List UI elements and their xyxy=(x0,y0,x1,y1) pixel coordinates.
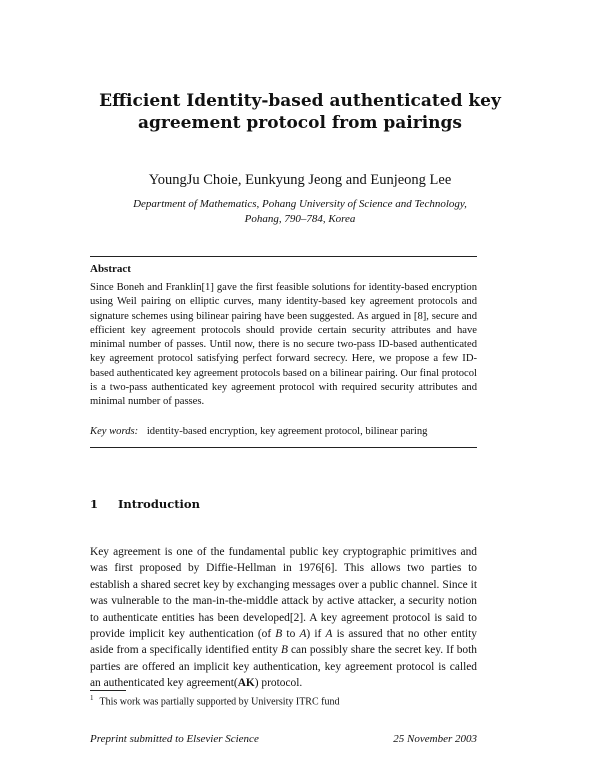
var-b: B xyxy=(280,644,288,657)
keywords-label: Key words: xyxy=(90,426,139,437)
intro-text-3: ) if xyxy=(306,628,326,641)
intro-text-5: can possibly share the secret key. If both parties are offered an implicit key authentication, key agreement protocol is called an authenticated key agreement( xyxy=(90,644,477,690)
section-number: 1 xyxy=(90,497,99,511)
footer-date: 25 November 2003 xyxy=(393,733,477,745)
intro-text-4: is assured that no other entity aside from a specifically identified entity xyxy=(90,628,477,657)
title-line-2: agreement protocol from pairings xyxy=(138,113,462,133)
var-a: A xyxy=(325,628,333,641)
var-b: B xyxy=(275,628,283,641)
abstract-body: Since Boneh and Franklin[1] gave the first feasible solutions for identity-based encryption using Weil pairing on elliptic curves, many identity-based key agreement protocols and signature schemes using bilinear pairing have been suggested. As argued in [8], secure and efficient key agreement protocols should provide certain security attributes and have minimal number of passes. Until now, there is no secure two-pass ID-based authenticated key agreement protocol satisfying perfect forward secrecy. Here, we propose a few ID-based authenticated key agreement protocols based on a bilinear pairing. Our final protocol is a two-pass authenticated key agreement protocol with required security attributes and minimal number of passes. xyxy=(90,282,477,408)
footnote-mark: 1 xyxy=(90,694,94,702)
author-list: YoungJu Choie, Eunkyung Jeong and Eunjeong Lee xyxy=(148,172,452,188)
paper-title xyxy=(60,90,540,134)
affiliation xyxy=(90,197,510,227)
intro-text-2: to xyxy=(282,628,300,641)
intro-text-1: Key agreement is one of the fundamental public key cryptographic primitives and was first proposed by Diffie-Hellman in 1976[6]. This allows two parties to establish a shared secret key by exchanging messages over a public channel. Since it was vulnerable to the man-in-the-middle attack by active attacker, a security notion to authenticate entities has been developed[2]. A key agreement protocol is said to provide implicit key authentication (of xyxy=(90,546,477,641)
footer-preprint-note: Preprint submitted to Elsevier Science xyxy=(90,733,259,745)
footnote-text: This work was partially supported by University ITRC fund xyxy=(99,696,340,708)
intro-text-6: ) protocol. xyxy=(254,677,303,690)
footnote-rule xyxy=(90,690,126,691)
var-a: A xyxy=(299,628,307,641)
section-heading-introduction xyxy=(90,497,200,511)
abstract-bottom-rule xyxy=(90,447,477,448)
footnote xyxy=(90,694,339,707)
section-title: Introduction xyxy=(118,497,200,511)
affiliation-line-2: Pohang, 790–784, Korea xyxy=(244,213,356,225)
keywords-text: identity-based encryption, key agreement protocol, bilinear paring xyxy=(146,426,428,437)
affiliation-line-1: Department of Mathematics, Pohang University of Science and Technology, xyxy=(133,198,467,210)
title-line-1: Efficient Identity-based authenticated key xyxy=(99,91,501,111)
introduction-paragraph xyxy=(90,544,477,692)
abstract-heading: Abstract xyxy=(90,263,131,275)
abstract-top-rule xyxy=(90,256,477,257)
keywords-line xyxy=(90,426,477,437)
ak-abbrev: AK xyxy=(237,677,255,690)
